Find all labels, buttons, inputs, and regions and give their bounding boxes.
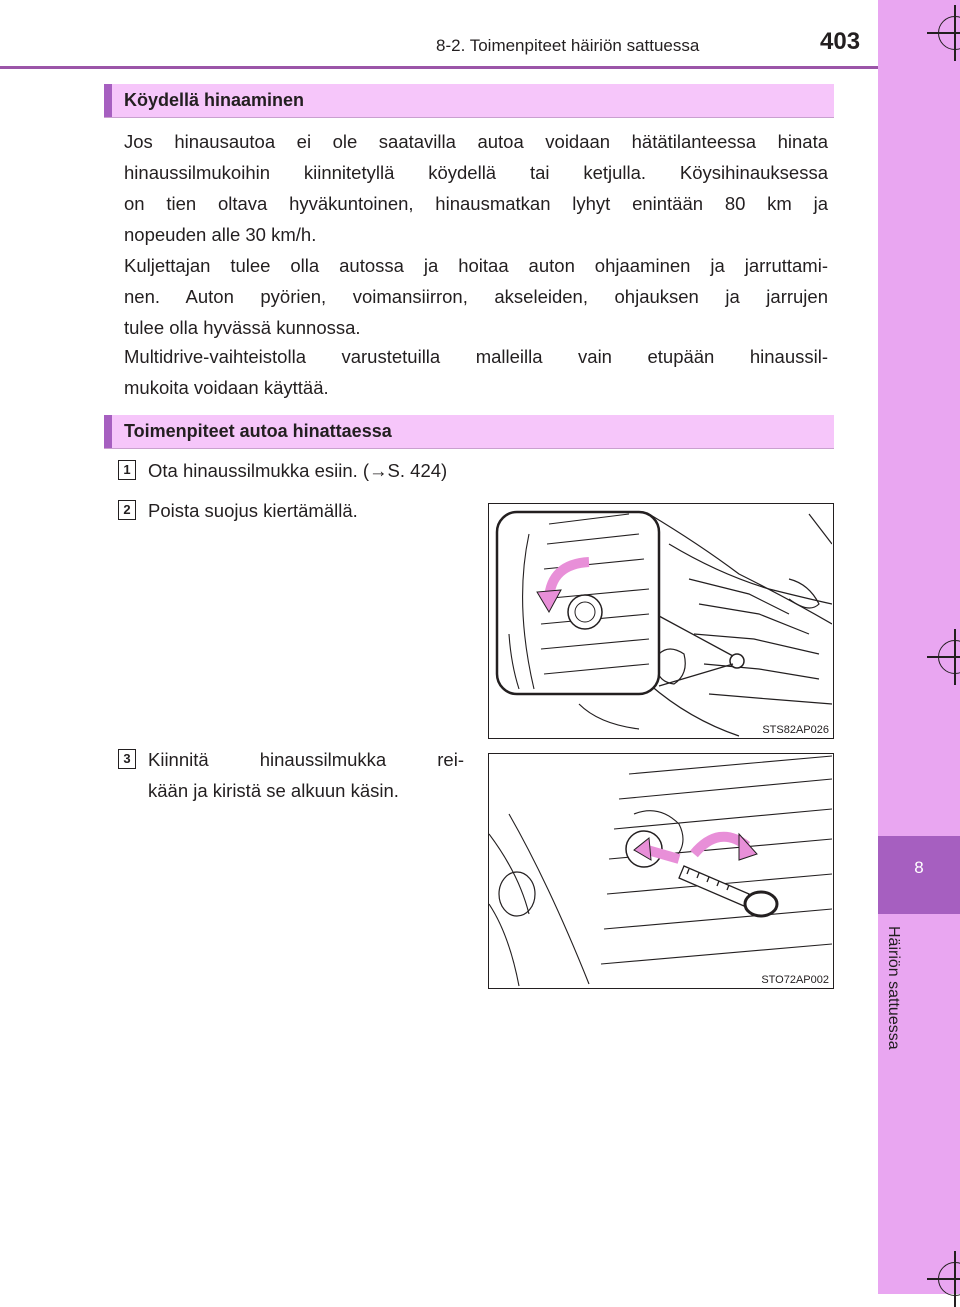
paragraph-line: nen. Auton pyörien, voimansiirron, akseleiden, ohjauksen ja jarrujen [124,286,828,307]
header-rule [0,66,878,69]
step-text-line: Kiinnitä hinaussilmukka rei- [148,749,464,770]
figure-code: STS82AP026 [762,724,829,736]
section-heading-towing-steps [104,415,834,449]
step-text-line: kään ja kiristä se alkuun käsin. [148,780,399,801]
chapter-number: 8 [914,858,924,877]
paragraph-line: Kuljettajan tulee olla autossa ja hoitaa auton ohjaaminen ja jarruttami- [124,255,828,276]
section-heading-text: Toimenpiteet autoa hinattaessa [124,421,392,441]
paragraph-line: Multidrive-vaihteistolla varustetuilla malleilla vain etupään hinaussil- [124,346,828,367]
towing-eyelet-illustration [489,754,832,987]
figure-code: STO72AP002 [761,974,829,986]
paragraph-line: nopeuden alle 30 km/h. [124,224,317,245]
step-text-2: Poista suojus kiertämällä. [148,500,358,521]
paragraph-line: Jos hinausautoa ei ole saatavilla autoa voidaan hätätilanteessa hinata [124,131,828,152]
step-text-1: Ota hinaussilmukka esiin. (→S. 424) [148,460,448,481]
paragraph-line: tulee olla hyvässä kunnossa. [124,317,361,338]
paragraph-rope-towing [124,126,828,343]
step-number-1: 1 [118,460,136,480]
paragraph-line: hinaussilmukoihin kiinnitetyllä köydellä tai ketjulla. Köysihinauksessa [124,162,828,183]
bumper-illustration [489,504,832,737]
section-heading-rope-towing [104,84,834,118]
figure-remove-cover [488,503,834,739]
section-heading-text: Köydellä hinaaminen [124,90,305,110]
paragraph-multidrive [124,341,828,403]
figure-install-eyelet [488,753,834,989]
paragraph-line: mukoita voidaan käyttää. [124,377,329,398]
step-text-3 [148,744,464,806]
step-number-3: 3 [118,749,136,769]
paragraph-line: on tien oltava hyväkuntoinen, hinausmatkan lyhyt enintään 80 km ja [124,193,828,214]
page-number: 403 [820,28,861,55]
chapter-title-vertical: Häiriön sattuessa [885,926,902,1050]
header-title: 8-2. Toimenpiteet häiriön sattuessa [436,36,700,55]
step-number-2: 2 [118,500,136,520]
